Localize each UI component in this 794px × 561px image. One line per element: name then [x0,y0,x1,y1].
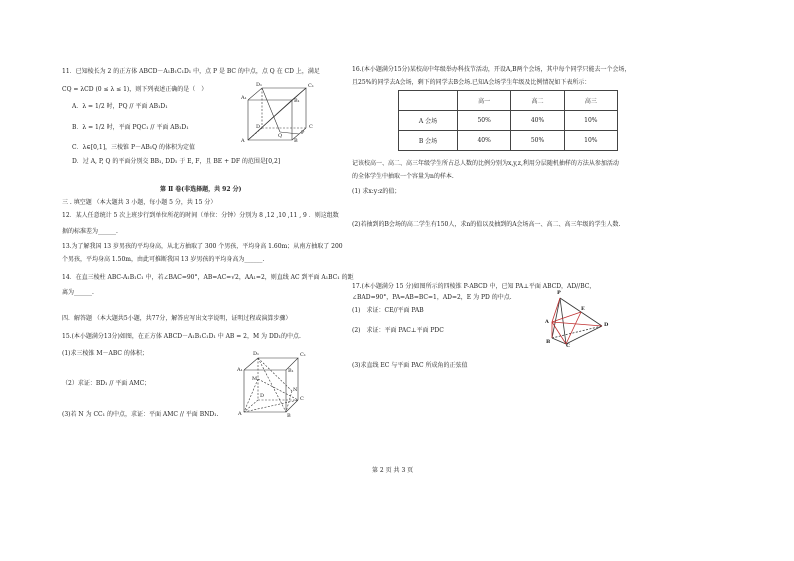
table-cell: B 会场 [399,131,458,151]
q16-venue-table [398,90,618,151]
q15-label-a1: A₁ [237,367,243,373]
table-header-cell: 高二 [511,91,564,111]
q11-label-a1: A₁ [241,95,247,101]
q11-label-c1: C₁ [308,83,314,89]
q11-option-b: B．λ = 1/2 时，平面 PQC₁ // 平面 AB₁D₁ [72,124,189,131]
q11-label-d1: D₁ [256,82,263,88]
q15-part1: (1)求三棱锥 M－ABC 的体积； [62,350,148,357]
q12-line1: 12．某人任意统计 5 次上班步行到单位所花的时间（单位：分钟）分别为 8 ,12 ,10 ,11 , 9 ．则这组数 [62,212,339,219]
q17-label-p: P [557,290,561,296]
q17-line1: 17.(本小题满分 15 分)如图所示的四棱锥 P-ABCD 中，已知 PA⊥平面 ABCD，AD//BC， [352,283,596,290]
q15-label-b1: B₁ [288,368,294,374]
q15-cube-figure [236,350,306,420]
page-footer: 第 2 页 共 3 页 [372,467,414,474]
table-row [399,111,618,131]
q16-line1: 16.(本小题满分15分)某校高中年级举办科技节活动，开设A,B两个会场，其中每个同学只能去一个会场， [352,66,631,73]
q15-label-a: A [238,411,242,417]
table-cell: 10% [564,131,617,151]
q15-label-b: B [287,413,291,419]
table-cell: 50% [458,111,511,131]
q16-part1: (1) 求x:y:z的值； [352,188,401,195]
q11-stem-line2: CQ = λCD (0 ≤ λ ≤ 1)，则下列表述正确的是（ ） [62,86,208,93]
q15-label-c1: C₁ [300,352,306,358]
q15-part3: (3)若 N 为 CC₁ 的中点，求证：平面 AMC // 平面 BND₁. [62,411,219,418]
table-cell: 40% [458,131,511,151]
q11-label-q: Q [278,133,283,139]
q17-pyramid-figure [542,292,612,348]
q15-label-d1: D₁ [253,351,260,357]
q15-line1: 15.(本小题满分13分)如图，在正方体 ABCD－A₁B₁C₁D₁ 中 AB = 2，M 为 DD₁的中点. [62,333,301,340]
q11-label-b: B [294,138,298,144]
q11-cube-figure [238,82,318,144]
q15-label-m: M [252,376,258,382]
q17-line2: ∠BAD=90°，PA=AB=BC=1，AD=2，E 为 PD 的中点. [352,294,512,301]
table-header-row [399,91,618,111]
q17-part1: (1) 求证：CE//平面 PAB [352,307,424,314]
section2-title: 第 Ⅱ 卷(非选择题，共 92 分) [160,186,242,193]
q15-label-d: D [260,393,265,399]
q15-label-c: C [300,396,304,402]
table-header-cell: 高三 [564,91,617,111]
q11-label-d: D [256,124,261,130]
fill-blank-header: 三 . 填空题 （本大题共 3 小题，每小题 5 分，共 15 分） [62,199,217,206]
table-row [399,131,618,151]
q11-option-c: C．λ∈[0,1]，三棱锥 P－AB₁Q 的体积为定值 [72,144,195,151]
table-header-cell: 高一 [458,91,511,111]
q11-option-d: D．过 A, P, Q 的平面分别交 BB₁, DD₁ 于 E, F，且 BE + DF 的范围是[0,2] [72,158,281,165]
q11-label-b1: B₁ [294,98,300,104]
q11-label-c: C [309,124,313,130]
answer-section-header: 四．解答题 （本大题共5小题，共77分，解答应写出文字说明，证明过程或演算步骤） [62,315,292,322]
q16-after-line2: 的全体学生中抽取一个容量为n的样本. [352,173,454,180]
q13-line2: 个男孩，平均身高 1.50m，由此可推断我国 13 岁男孩的平均身高为______. [62,256,265,263]
q14-line2: 离为______. [62,289,94,296]
q17-label-d: D [604,322,609,328]
table-cell: 50% [511,131,564,151]
q11-stem-line1: 11．已知棱长为 2 的正方体 ABCD－A₁B₁C₁D₁ 中，点 P 是 BC 的中点，点 Q 在 CD 上，满足 [62,68,320,75]
q17-label-b: B [546,339,551,345]
q15-label-n: N [293,387,298,393]
q16-after-line1: 记该校高一、高二、高三年级学生所占总人数的比例分别为x,y,z,利用分层随机抽样的方法从参加活动 [352,160,619,167]
table-cell: 10% [564,111,617,131]
q11-label-a: A [241,138,245,144]
q15-part2: （2）求证：BD₁ // 平面 AMC； [62,380,151,387]
table-header-cell [399,91,458,111]
q17-label-a: A [545,319,549,325]
q17-label-e: E [581,306,585,312]
q16-part2: (2)若抽到的B会场的高二学生有150人，求n的值以及抽到的A会场高一、高二、高三年级的学生人数. [352,221,621,228]
table-cell: A 会场 [399,111,458,131]
q14-line1: 14．在直三棱柱 ABC-A₁B₁C₁ 中，若∠BAC=90°，AB=AC=√2，AA₁=2，则直线 AC 到平面 A₁BC₁ 的距 [62,274,354,281]
q13-line1: 13.为了解我国 13 岁男孩的平均身高，从北方抽取了 300 个男孩，平均身高 1.60m；从南方抽取了 200 [62,243,343,250]
q11-label-p: P [301,130,305,136]
q17-part3: (3)求直线 EC 与平面 PAC 所成角的正弦值 [352,362,468,369]
q11-option-a: A．λ = 1/2 时，PQ // 平面 AB₁D₁ [72,103,168,110]
q17-label-c: C [566,343,570,349]
q12-line2: 据的标准差为______. [62,228,118,235]
table-cell: 40% [511,111,564,131]
q16-line2: 且25%的同学去A会场，剩下的同学去B会场.已知A会场学生年级及比例情况如下表所示： [352,79,591,86]
q17-part2: (2) 求证：平面 PAC⊥平面 PDC [352,327,444,334]
